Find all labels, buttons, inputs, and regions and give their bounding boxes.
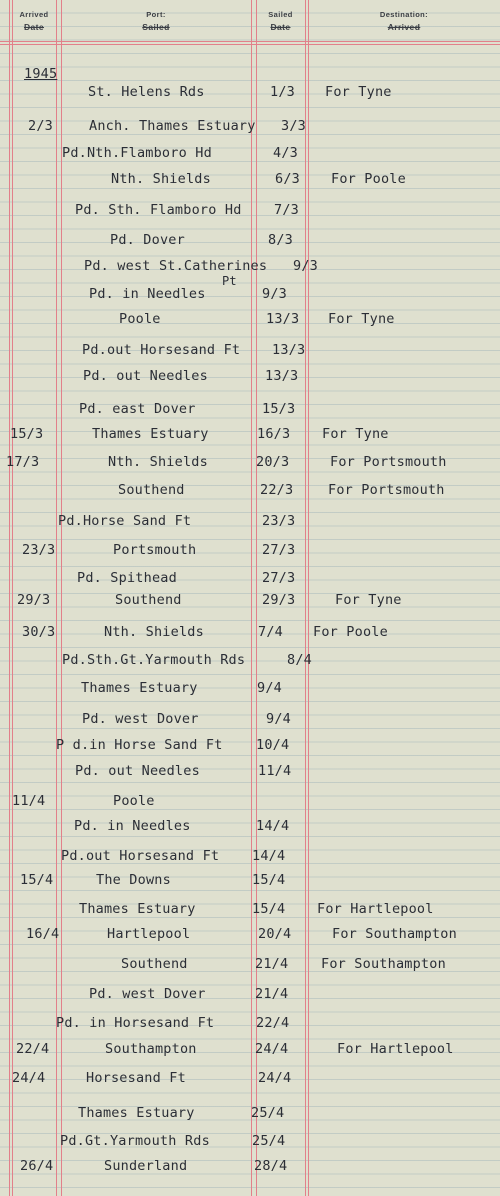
sailed-date-cell: 15/4 bbox=[252, 901, 286, 917]
port-cell: Pd. out Needles bbox=[83, 368, 208, 384]
sailed-date-cell: 29/3 bbox=[262, 592, 296, 608]
port-cell: Pd. Sth. Flamboro Hd bbox=[75, 202, 242, 218]
destination-cell: For Tyne bbox=[322, 426, 389, 442]
port-cell: Thames Estuary bbox=[81, 680, 198, 696]
port-cell: Pd. west St.Catherines bbox=[84, 258, 268, 274]
port-cell: Anch. Thames Estuary bbox=[89, 118, 256, 134]
sailed-date-cell: 16/3 bbox=[257, 426, 291, 442]
sailed-header-top: Sailed bbox=[268, 10, 293, 19]
port-cell: St. Helens Rds bbox=[88, 84, 205, 100]
arrived-date-cell: 24/4 bbox=[12, 1070, 46, 1086]
sailed-date-cell: 15/4 bbox=[252, 872, 286, 888]
sailed-date-cell: 20/4 bbox=[258, 926, 292, 942]
destination-cell: For Southampton bbox=[332, 926, 457, 942]
arrived-date-header bbox=[12, 10, 56, 32]
port-cell: Southend bbox=[115, 592, 182, 608]
destination-cell: For Tyne bbox=[335, 592, 402, 608]
port-cell: Sunderland bbox=[104, 1158, 188, 1174]
port-cell: Hartlepool bbox=[107, 926, 191, 942]
destination-cell: For Hartlepool bbox=[337, 1041, 454, 1057]
sailed-date-cell: 9/4 bbox=[257, 680, 282, 696]
destination-header-top: Destination: bbox=[379, 10, 429, 19]
arrived-date-cell: 2/3 bbox=[28, 118, 53, 134]
port-cell: Nth. Shields bbox=[108, 454, 208, 470]
arrived-date-cell: 11/4 bbox=[12, 793, 46, 809]
arrived-date-cell: 30/3 bbox=[22, 624, 56, 640]
port-cell: Pd.Nth.Flamboro Hd bbox=[62, 145, 212, 161]
port-cell: Pd. east Dover bbox=[79, 401, 196, 417]
arrived-date-cell: 29/3 bbox=[17, 592, 51, 608]
port-cell: Pd. in Needles bbox=[89, 286, 206, 302]
arrived-header-bottom: Date bbox=[23, 22, 45, 32]
sailed-date-cell: 13/3 bbox=[266, 311, 300, 327]
port-cell: Southend bbox=[121, 956, 188, 972]
port-cell: Nth. Shields bbox=[104, 624, 204, 640]
destination-cell: For Hartlepool bbox=[317, 901, 434, 917]
sailed-date-cell: 21/4 bbox=[255, 956, 289, 972]
port-cell: P d.in Horse Sand Ft bbox=[56, 737, 223, 753]
pt-fragment: Pt bbox=[222, 274, 237, 288]
port-cell: Poole bbox=[119, 311, 161, 327]
port-cell: Nth. Shields bbox=[111, 171, 211, 187]
arrived-date-cell: 15/3 bbox=[10, 426, 44, 442]
sailed-date-cell: 22/3 bbox=[260, 482, 294, 498]
port-cell: Pd. Dover bbox=[110, 232, 185, 248]
arrived-date-cell: 23/3 bbox=[22, 542, 56, 558]
destination-cell: For Poole bbox=[331, 171, 406, 187]
port-cell: The Downs bbox=[96, 872, 171, 888]
sailed-date-cell: 14/4 bbox=[252, 848, 286, 864]
sailed-date-cell: 28/4 bbox=[254, 1158, 288, 1174]
sailed-column-rule-inner bbox=[308, 0, 309, 1196]
port-cell: Poole bbox=[113, 793, 155, 809]
port-cell: Pd.out Horsesand Ft bbox=[61, 848, 220, 864]
port-cell: Portsmouth bbox=[113, 542, 197, 558]
sailed-date-cell: 23/3 bbox=[262, 513, 296, 529]
port-cell: Pd. in Horsesand Ft bbox=[56, 1015, 215, 1031]
arrived-date-cell: 17/3 bbox=[6, 454, 40, 470]
destination-cell: For Poole bbox=[313, 624, 388, 640]
arrived-date-cell: 26/4 bbox=[20, 1158, 54, 1174]
sailed-date-cell: 24/4 bbox=[258, 1070, 292, 1086]
port-cell: Pd. west Dover bbox=[82, 711, 199, 727]
port-cell: Pd. west Dover bbox=[89, 986, 206, 1002]
left-margin-rule-inner bbox=[12, 0, 13, 1196]
arrived-date-cell: 22/4 bbox=[16, 1041, 50, 1057]
port-cell: Southend bbox=[118, 482, 185, 498]
port-cell: Pd.Gt.Yarmouth Rds bbox=[60, 1133, 210, 1149]
arrived-date-cell: 16/4 bbox=[26, 926, 60, 942]
sailed-date-cell: 14/4 bbox=[256, 818, 290, 834]
port-header-bottom: Sailed bbox=[142, 22, 170, 32]
destination-cell: For Tyne bbox=[328, 311, 395, 327]
destination-cell: For Portsmouth bbox=[330, 454, 447, 470]
port-cell: Thames Estuary bbox=[79, 901, 196, 917]
sailed-date-cell: 4/3 bbox=[273, 145, 298, 161]
port-cell: Southampton bbox=[105, 1041, 197, 1057]
port-cell: Pd. Spithead bbox=[77, 570, 177, 586]
sailed-date-cell: 21/4 bbox=[255, 986, 289, 1002]
port-cell: Pd.out Horsesand Ft bbox=[82, 342, 241, 358]
port-column-rule bbox=[251, 0, 252, 1196]
sailed-date-cell: 10/4 bbox=[256, 737, 290, 753]
destination-cell: For Portsmouth bbox=[328, 482, 445, 498]
sailed-date-cell: 13/3 bbox=[272, 342, 306, 358]
sailed-date-cell: 27/3 bbox=[262, 542, 296, 558]
sailed-date-cell: 24/4 bbox=[255, 1041, 289, 1057]
port-cell: Pd.Sth.Gt.Yarmouth Rds bbox=[62, 652, 246, 668]
sailed-date-cell: 8/3 bbox=[268, 232, 293, 248]
year-label: 1945 bbox=[24, 66, 58, 82]
sailed-column-rule bbox=[305, 0, 306, 1196]
sailed-date-cell: 27/3 bbox=[262, 570, 296, 586]
header-rule bbox=[0, 41, 500, 42]
destination-cell: For Southampton bbox=[321, 956, 446, 972]
arrived-header-top: Arrived bbox=[19, 10, 49, 19]
port-cell: Pd.Horse Sand Ft bbox=[58, 513, 192, 529]
sailed-date-cell: 22/4 bbox=[256, 1015, 290, 1031]
sailed-date-cell: 8/4 bbox=[287, 652, 312, 668]
port-cell: Pd. in Needles bbox=[74, 818, 191, 834]
sailed-date-cell: 6/3 bbox=[275, 171, 300, 187]
port-sailed-header bbox=[61, 10, 251, 32]
sailed-date-cell: 25/4 bbox=[252, 1133, 286, 1149]
sailed-date-cell: 25/4 bbox=[251, 1105, 285, 1121]
port-cell: Pd. out Needles bbox=[75, 763, 200, 779]
sailed-date-cell: 13/3 bbox=[265, 368, 299, 384]
port-cell: Thames Estuary bbox=[92, 426, 209, 442]
sailed-date-cell: 20/3 bbox=[256, 454, 290, 470]
sailed-date-cell: 9/3 bbox=[262, 286, 287, 302]
sailed-date-cell: 3/3 bbox=[281, 118, 306, 134]
port-header-top: Port: bbox=[146, 10, 166, 19]
destination-cell: For Tyne bbox=[325, 84, 392, 100]
destination-header-bottom: Arrived bbox=[387, 22, 421, 32]
sailed-date-cell: 15/3 bbox=[262, 401, 296, 417]
sailed-date-cell: 11/4 bbox=[258, 763, 292, 779]
destination-header bbox=[308, 10, 500, 32]
sailed-date-cell: 9/4 bbox=[266, 711, 291, 727]
sailed-header-bottom: Date bbox=[270, 22, 291, 32]
header-rule-inner bbox=[0, 44, 500, 45]
sailed-date-cell: 1/3 bbox=[270, 84, 295, 100]
left-margin-rule bbox=[9, 0, 10, 1196]
port-cell: Horsesand Ft bbox=[86, 1070, 186, 1086]
arrived-date-cell: 15/4 bbox=[20, 872, 54, 888]
sailed-date-cell: 7/4 bbox=[258, 624, 283, 640]
sailed-date-header bbox=[256, 10, 305, 32]
port-cell: Thames Estuary bbox=[78, 1105, 195, 1121]
sailed-date-cell: 7/3 bbox=[274, 202, 299, 218]
sailed-date-cell: 9/3 bbox=[293, 258, 318, 274]
